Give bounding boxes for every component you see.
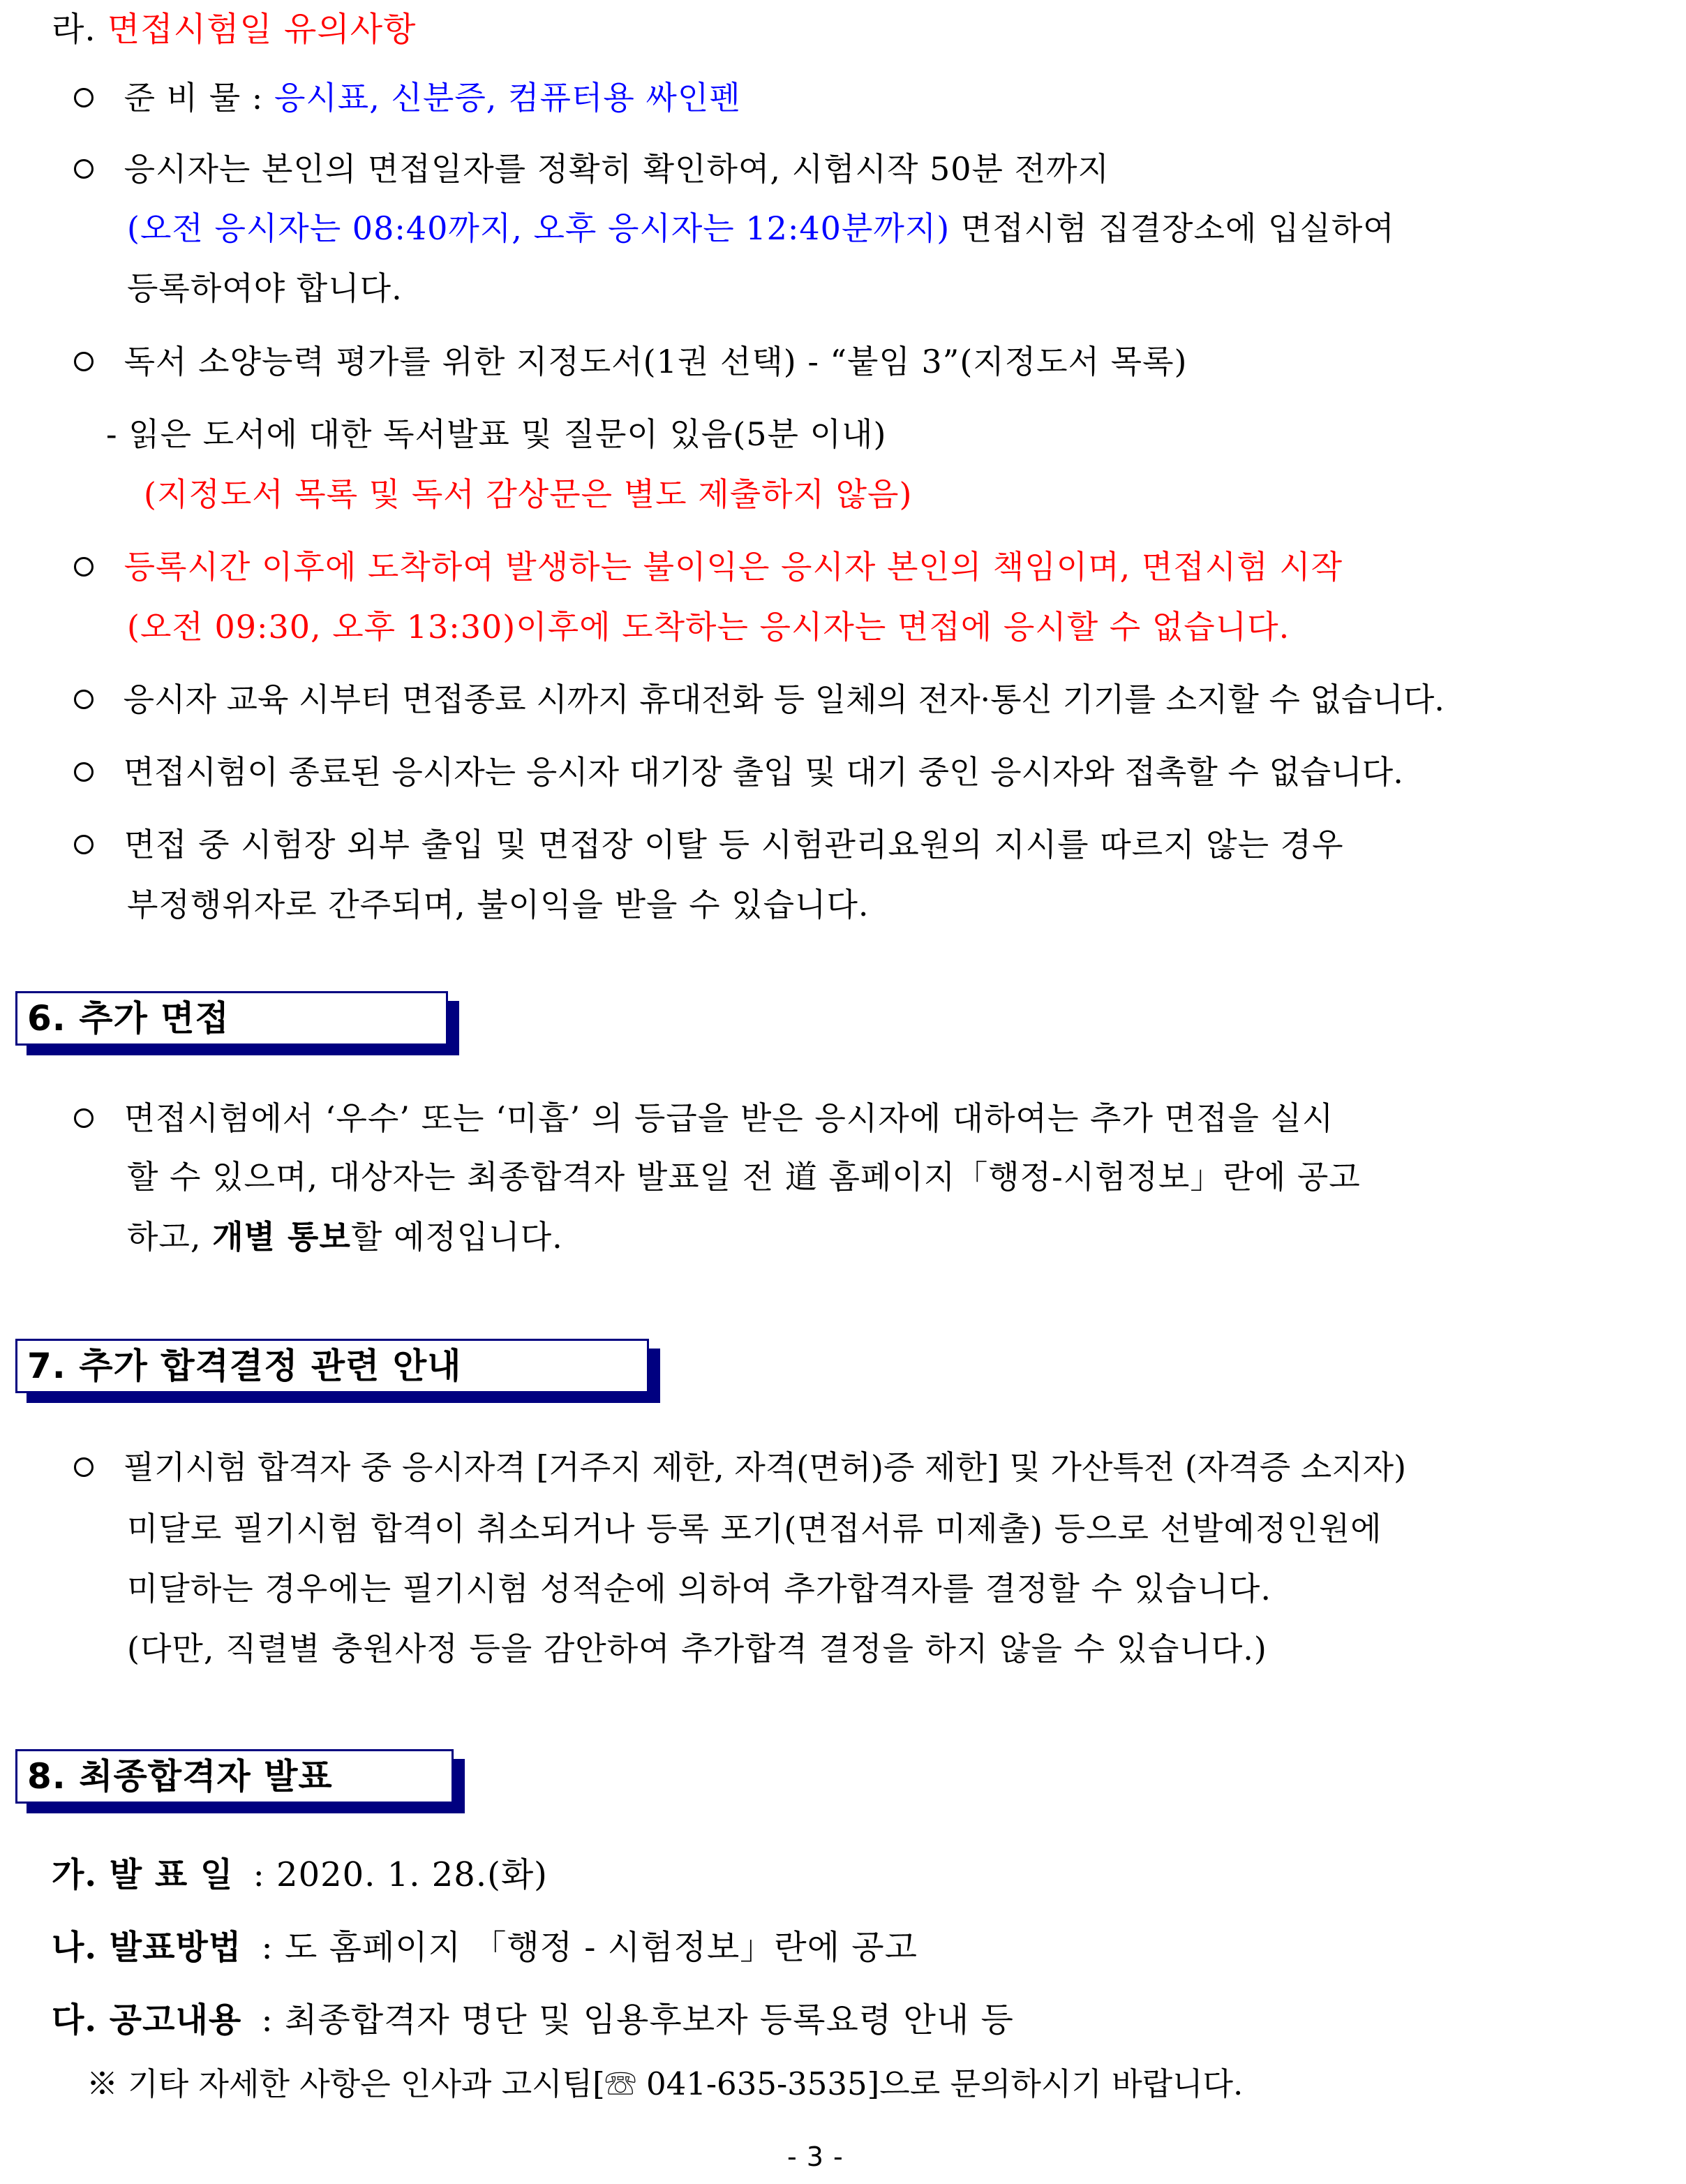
section-6-line-3-post: 할 예정입니다. bbox=[350, 1218, 563, 1256]
section-7-line-3: 미달하는 경우에는 필기시험 성적순에 의하여 추가합격자를 결정할 수 있습니다. bbox=[127, 1570, 1271, 1607]
phones-text: 응시자 교육 시부터 면접종료 시까지 휴대전화 등 일체의 전자·통신 기기를 소지할 수 없습니다. bbox=[123, 681, 1445, 718]
announce-date-row bbox=[52, 1854, 548, 1896]
books-sub-item: - 읽은 도서에 대한 독서발표 및 질문이 있음(5분 이내) bbox=[106, 415, 887, 453]
section-ra-marker: 라. bbox=[52, 10, 96, 49]
circle-bullet-icon bbox=[74, 557, 94, 577]
section-7-line-1: 필기시험 합격자 중 응시자격 [거주지 제한, 자격(면허)증 제한] 및 가산특전 (자격증 소지자) bbox=[123, 1448, 1407, 1486]
announce-date-label: 가. 발 표 일 bbox=[52, 1855, 234, 1894]
contact-note: ※ 기타 자세한 사항은 인사과 고시팀[☏ 041-635-3535]으로 문의하시기 바랍니다. bbox=[87, 2065, 1244, 2102]
list-item-books bbox=[74, 341, 1187, 382]
circle-bullet-icon bbox=[74, 690, 94, 709]
list-item-arrival bbox=[74, 148, 1110, 190]
page-number: - 3 - bbox=[787, 2141, 844, 2172]
preparation-value: 응시표, 신분증, 컴퓨터용 싸인펜 bbox=[274, 79, 741, 117]
announce-content-value: : 최종합격자 명단 및 임용후보자 등록요령 안내 등 bbox=[261, 2000, 1014, 2040]
section-6-line-1: 면접시험에서 ‘우수’ 또는 ‘미흡’ 의 등급을 받은 응시자에 대하여는 추가 면접을 실시 bbox=[124, 1099, 1334, 1137]
section-8-header: 8. 최종합격자 발표 bbox=[15, 1749, 454, 1804]
list-item-fraud bbox=[74, 824, 1344, 866]
arrival-times: (오전 응시자는 08:40까지, 오후 응시자는 12:40분까지) bbox=[127, 209, 950, 247]
books-sub-note: (지정도서 목록 및 독서 감상문은 별도 제출하지 않음) bbox=[144, 475, 913, 513]
fraud-line-2: 부정행위자로 간주되며, 불이익을 받을 수 있습니다. bbox=[127, 886, 870, 923]
section-7-line-4: (다만, 직렬별 충원사정 등을 감안하여 추가합격 결정을 하지 않을 수 있습니다.) bbox=[127, 1630, 1267, 1667]
circle-bullet-icon bbox=[74, 1108, 94, 1128]
books-line-1: 독서 소양능력 평가를 위한 지정도서(1권 선택) - “붙임 3”(지정도서 목록) bbox=[124, 343, 1188, 380]
fraud-line-1: 면접 중 시험장 외부 출입 및 면접장 이탈 등 시험관리요원의 지시를 따르지 않는 경우 bbox=[124, 826, 1344, 863]
announce-content-label: 다. 공고내용 bbox=[52, 2000, 242, 2040]
arrival-line-2 bbox=[127, 207, 1395, 249]
section-6-line-3-pre: 하고, bbox=[127, 1218, 213, 1256]
late-line-2: (오전 09:30, 오후 13:30)이후에 도착하는 응시자는 면접에 응시할 수 없습니다. bbox=[127, 608, 1290, 646]
list-item-contact bbox=[74, 751, 1403, 793]
list-item-phones bbox=[74, 678, 1445, 720]
circle-bullet-icon bbox=[74, 88, 94, 107]
section-7-line-2: 미달로 필기시험 합격이 취소되거나 등록 포기(면접서류 미제출) 등으로 선발예정인원에 bbox=[127, 1510, 1382, 1547]
circle-bullet-icon bbox=[74, 159, 94, 179]
section-6-header: 6. 추가 면접 bbox=[15, 991, 448, 1046]
section-6-line-2: 할 수 있으며, 대상자는 최종합격자 발표일 전 道 홈페이지「행정-시험정보」란에 공고 bbox=[127, 1158, 1361, 1196]
circle-bullet-icon bbox=[74, 1457, 94, 1477]
arrival-line-2-rest: 면접시험 집결장소에 입실하여 bbox=[950, 209, 1395, 247]
arrival-line-1: 응시자는 본인의 면접일자를 정확히 확인하여, 시험시작 50분 전까지 bbox=[124, 150, 1110, 188]
circle-bullet-icon bbox=[74, 352, 94, 371]
individual-notice: 개별 통보 bbox=[212, 1218, 351, 1256]
section-ra-heading bbox=[52, 8, 416, 50]
announce-method-value: : 도 홈페이지 「행정 - 시험정보」란에 공고 bbox=[261, 1928, 918, 1967]
announce-method-row bbox=[52, 1926, 918, 1968]
circle-bullet-icon bbox=[74, 762, 94, 782]
section-7-header: 7. 추가 합격결정 관련 안내 bbox=[15, 1339, 649, 1393]
preparation-label: 준 비 물 : bbox=[124, 79, 264, 117]
announce-date-value: : 2020. 1. 28.(화) bbox=[253, 1855, 548, 1894]
announce-content-row bbox=[52, 1999, 1014, 2041]
late-line-1: 등록시간 이후에 도착하여 발생하는 불이익은 응시자 본인의 책임이며, 면접시험 시작 bbox=[124, 548, 1343, 586]
list-item-preparation bbox=[74, 77, 741, 119]
section-7-item bbox=[74, 1446, 1406, 1488]
section-6-line-3 bbox=[127, 1216, 563, 1258]
announce-method-label: 나. 발표방법 bbox=[52, 1928, 242, 1967]
contact-text: 면접시험이 종료된 응시자는 응시자 대기장 출입 및 대기 중인 응시자와 접촉할 수 없습니다. bbox=[123, 753, 1403, 791]
section-ra-title: 면접시험일 유의사항 bbox=[107, 10, 417, 49]
list-item-late-arrival bbox=[74, 546, 1343, 588]
circle-bullet-icon bbox=[74, 835, 94, 854]
arrival-line-3: 등록하여야 합니다. bbox=[127, 269, 403, 307]
section-6-item bbox=[74, 1097, 1334, 1139]
